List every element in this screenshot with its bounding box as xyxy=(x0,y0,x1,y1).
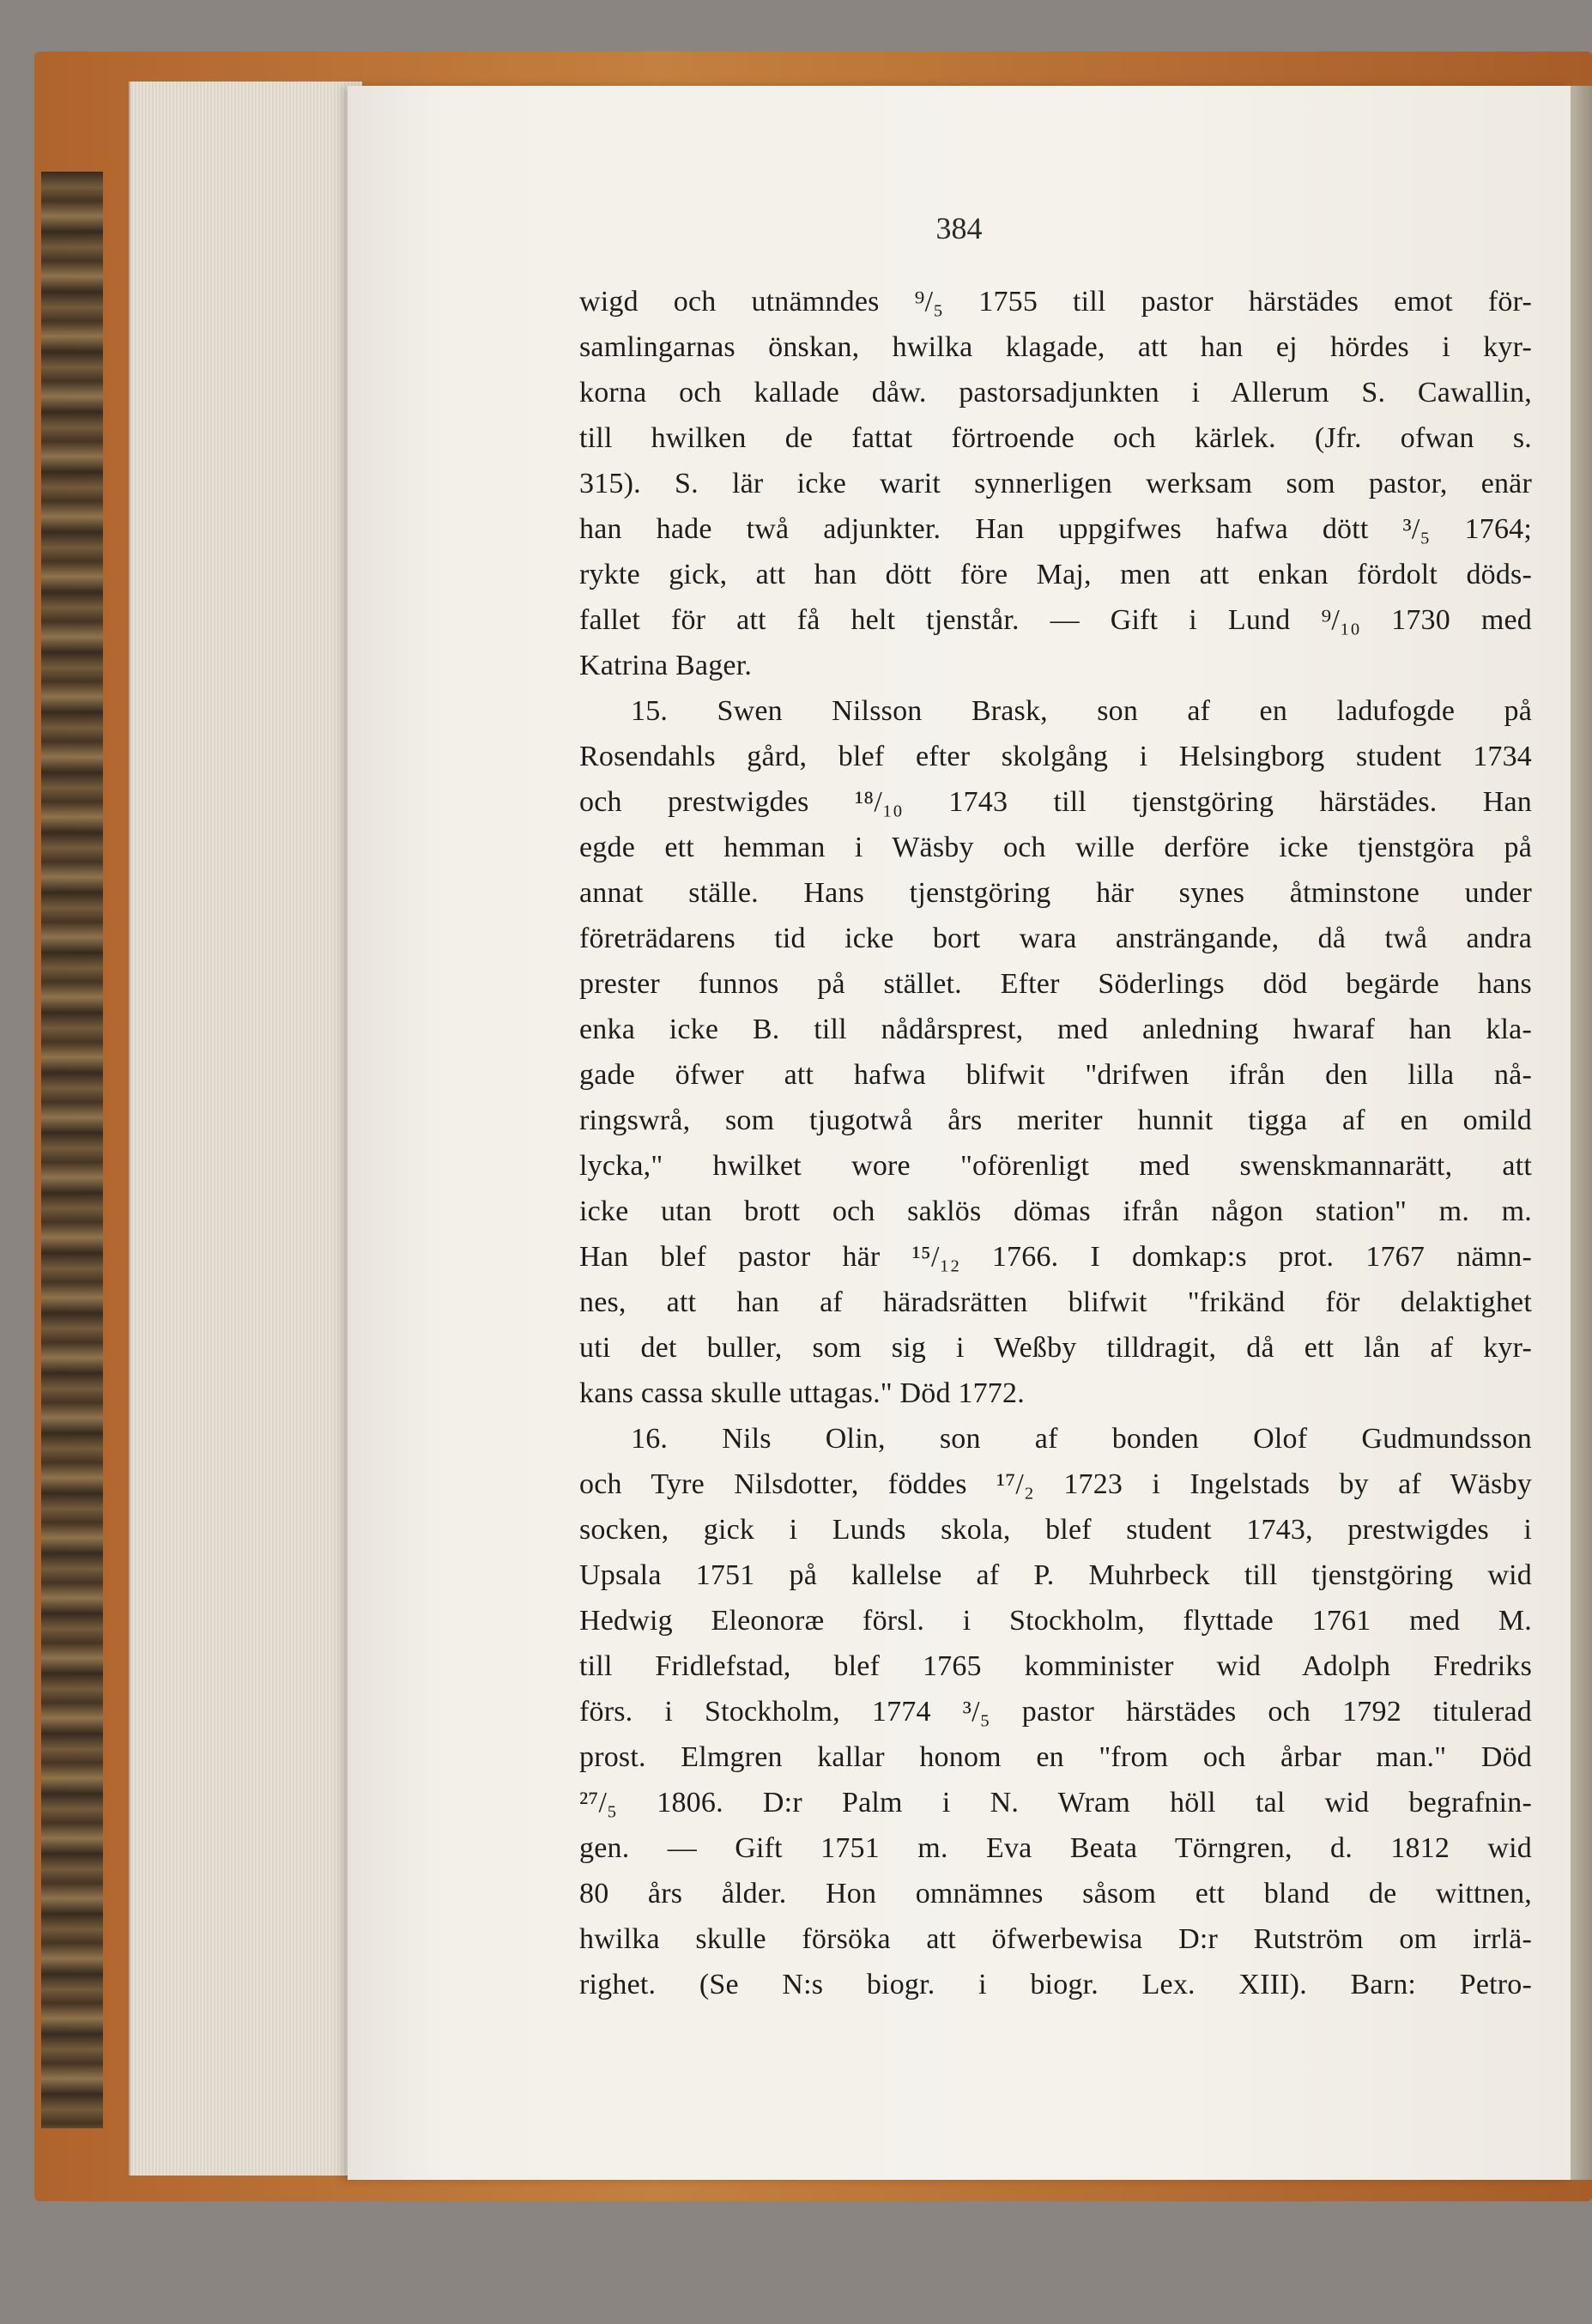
text-line: lycka," hwilket wore "oförenligt med swenskmannarätt, att xyxy=(579,1150,1532,1182)
page-stack xyxy=(129,82,362,2176)
text-line: fallet för att få helt tjenstår. — Gift i Lund ⁹/₁₀ 1730 med xyxy=(579,604,1532,636)
text-line: till Fridlefstad, blef 1765 komminister wid Adolph Fredriks xyxy=(579,1650,1532,1682)
text-line: och prestwigdes ¹⁸/₁₀ 1743 till tjenstgöring härstädes. Han xyxy=(579,786,1532,818)
text-line: Upsala 1751 på kallelse af P. Muhrbeck till tjenstgöring wid xyxy=(579,1559,1532,1591)
text-line: socken, gick i Lunds skola, blef student 1743, prestwigdes i xyxy=(579,1514,1532,1546)
text-line: korna och kallade dåw. pastorsadjunkten i Allerum S. Cawallin, xyxy=(579,377,1532,409)
text-line: 15. Swen Nilsson Brask, son af en ladufogde på xyxy=(631,695,1532,727)
text-line: rykte gick, att han dött före Maj, men att enkan fördolt döds- xyxy=(579,559,1532,590)
text-line: 80 års ålder. Hon omnämnes såsom ett bland de wittnen, xyxy=(579,1878,1532,1909)
body-text xyxy=(579,279,1532,2007)
text-line: Katrina Bager. xyxy=(579,650,753,681)
text-line: han hade twå adjunkter. Han uppgifwes hafwa dött ³/₅ 1764; xyxy=(579,513,1532,545)
text-line: Han blef pastor här ¹⁵/₁₂ 1766. I domkap:s prot. 1767 nämn- xyxy=(579,1241,1532,1273)
text-line: samlingarnas önskan, hwilka klagade, att han ej hördes i kyr- xyxy=(579,331,1532,363)
text-line: egde ett hemman i Wäsby och wille derföre icke tjenstgöra på xyxy=(579,832,1532,863)
text-line: gen. — Gift 1751 m. Eva Beata Törngren, d. 1812 wid xyxy=(579,1832,1532,1864)
text-line: 315). S. lär icke warit synnerligen werksam som pastor, enär xyxy=(579,468,1532,499)
text-line: nes, att han af häradsrätten blifwit "frikänd för delaktighet xyxy=(579,1286,1532,1318)
text-line: Hedwig Eleonoræ försl. i Stockholm, flyttade 1761 med M. xyxy=(579,1605,1532,1637)
text-line: righet. (Se N:s biogr. i biogr. Lex. XIII). Barn: Petro- xyxy=(579,1969,1532,2000)
text-line: gade öfwer att hafwa blifwit "drifwen ifrån den lilla nå- xyxy=(579,1059,1532,1091)
text-line: uti det buller, som sig i Weßby tilldragit, då ett lån af kyr- xyxy=(579,1332,1532,1364)
text-line: till hwilken de fattat förtroende och kärlek. (Jfr. ofwan s. xyxy=(579,422,1532,454)
text-line: prost. Elmgren kallar honom en "from och årbar man." Död xyxy=(579,1741,1532,1773)
text-line: prester funnos på stället. Efter Söderlings död begärde hans xyxy=(579,968,1532,1000)
text-line: kans cassa skulle uttagas." Död 1772. xyxy=(579,1377,1025,1409)
text-line: icke utan brott och saklös dömas ifrån någon station" m. m. xyxy=(579,1195,1532,1227)
text-line: wigd och utnämndes ⁹/₅ 1755 till pastor härstädes emot för- xyxy=(579,286,1532,318)
book-page xyxy=(348,86,1571,2180)
text-line: annat ställe. Hans tjenstgöring här synes åtminstone under xyxy=(579,877,1532,909)
marbled-cover-edge xyxy=(41,172,103,2128)
text-line: ringswrå, som tjugotwå års meriter hunnit tigga af en omild xyxy=(579,1105,1532,1136)
text-line: och Tyre Nilsdotter, föddes ¹⁷/₂ 1723 i Ingelstads by af Wäsby xyxy=(579,1468,1532,1500)
text-line: företrädarens tid icke bort wara ansträngande, då twå andra xyxy=(579,923,1532,954)
text-line: förs. i Stockholm, 1774 ³/₅ pastor härstädes och 1792 titulerad xyxy=(579,1696,1532,1728)
text-line: Rosendahls gård, blef efter skolgång i Helsingborg student 1734 xyxy=(579,741,1532,772)
text-line: 16. Nils Olin, son af bonden Olof Gudmundsson xyxy=(631,1423,1532,1455)
page-number: 384 xyxy=(935,211,983,245)
text-line: hwilka skulle försöka att öfwerbewisa D:r Rutström om irrlä- xyxy=(579,1923,1532,1955)
text-line: enka icke B. till nådårsprest, med anledning hwaraf han kla- xyxy=(579,1014,1532,1045)
text-line: ²⁷/₅ 1806. D:r Palm i N. Wram höll tal wid begrafnin- xyxy=(579,1787,1532,1819)
